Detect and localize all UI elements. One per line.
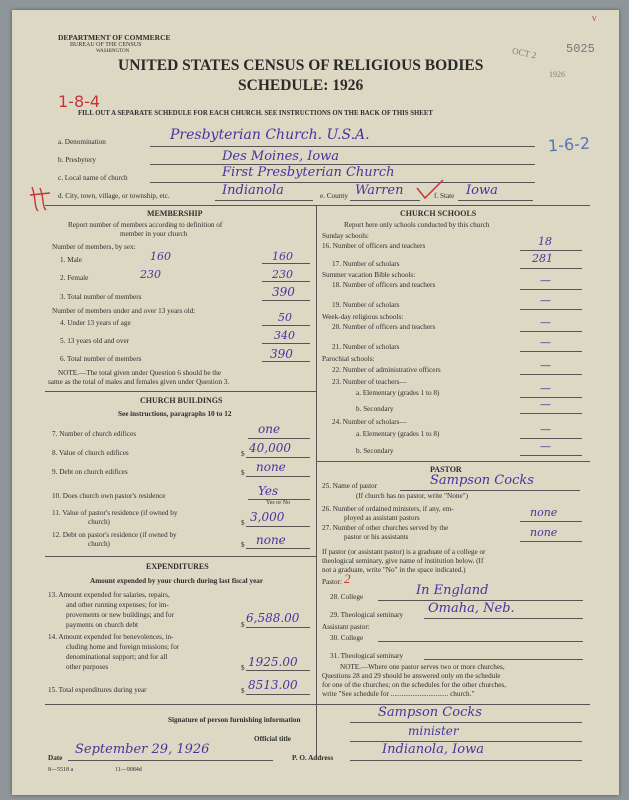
q19-label: 19. Number of scholars [332, 301, 400, 309]
q29-value[interactable]: Omaha, Neb. [428, 601, 515, 616]
q24b-label: b. Secondary [356, 447, 394, 455]
expenditures-top-rule [45, 556, 316, 557]
official-title-label: Official title [254, 735, 291, 743]
q4-label: 4. Under 13 years of age [60, 319, 131, 327]
bureau-label: BUREAU OF THE CENSUS [70, 42, 142, 48]
age-intro-label: Number of members under and over 13 years old: [52, 307, 196, 315]
q3-line [262, 300, 310, 301]
q21-line [520, 351, 582, 352]
q26-label-2: ployed as assistant pastors [344, 514, 420, 522]
q23-label: 23. Number of teachers— [332, 378, 407, 386]
q8-line [246, 457, 310, 458]
q23a-line [520, 397, 582, 398]
q6-value[interactable]: 390 [270, 347, 293, 361]
buildings-subtitle: See instructions, paragraphs 10 to 12 [118, 410, 232, 418]
city-value[interactable]: Indianola [222, 183, 284, 198]
q22-line [520, 374, 582, 375]
q26-value[interactable]: none [530, 506, 558, 519]
q17-value[interactable]: 281 [532, 252, 553, 265]
q3-value[interactable]: 390 [272, 285, 295, 299]
q4-line [262, 325, 310, 326]
schools-title: CHURCH SCHOOLS [400, 209, 477, 218]
q17-label: 17. Number of scholars [332, 260, 400, 268]
q5-label: 5. 13 years old and over [60, 337, 130, 345]
schedule-year: SCHEDULE: 1926 [238, 77, 364, 94]
q16-label: 16. Number of officers and teachers [322, 242, 426, 250]
q25-value[interactable]: Sampson Cocks [430, 473, 534, 488]
presbytery-value[interactable]: Des Moines, Iowa [222, 149, 340, 164]
q25-line [400, 490, 580, 491]
pastor-top-rule [316, 461, 590, 462]
q5-line [262, 343, 310, 344]
denomination-label: a. Denomination [58, 138, 106, 146]
q9-label: 9. Debt on church edifices [52, 468, 128, 476]
q15-label: 15. Total expenditures during year [48, 686, 147, 694]
q1-label: 1. Male [60, 256, 82, 264]
q1-value[interactable]: 160 [272, 250, 293, 263]
q23b-value[interactable]: — [540, 398, 551, 411]
weekday-schools-label: Week-day religious schools: [322, 313, 404, 321]
q8-value[interactable]: 40,000 [249, 441, 291, 455]
table-top-rule [45, 205, 590, 206]
q16-value[interactable]: 18 [538, 235, 552, 248]
q20-line [520, 331, 582, 332]
local-name-label: c. Local name of church [58, 174, 128, 182]
q12-value[interactable]: none [256, 533, 286, 547]
grad-note-2: theological seminary, give name of institution below. (If [322, 557, 484, 565]
q12-dollar: $ [241, 541, 245, 549]
membership-note-2: same as the total of males and females given under Question 3. [48, 378, 230, 386]
q23a-label: a. Elementary (grades 1 to 8) [356, 389, 440, 397]
signature-label: Signature of person furnishing information [168, 716, 301, 724]
pastor-title: PASTOR [430, 465, 462, 474]
q12-label-1: 12. Debt on pastor's residence (if owned by [52, 531, 177, 539]
q2-value[interactable]: 230 [272, 268, 293, 281]
denomination-value[interactable]: Presbyterian Church. U.S.A. [170, 127, 370, 143]
city-label: WASHINGTON [96, 49, 130, 54]
q9-dollar: $ [241, 469, 245, 477]
q22-label: 22. Number of administrative officers [332, 366, 441, 374]
official-title-value[interactable]: minister [408, 724, 459, 738]
assistant-pastor-subhead: Assistant pastor: [322, 623, 370, 631]
date-label: Date [48, 754, 63, 762]
q13-line-1: 13. Amount expended for salaries, repairs, [48, 591, 170, 599]
pastor-note-1: NOTE.—Where one pastor serves two or more churches, [340, 663, 505, 671]
q11-value[interactable]: 3,000 [250, 510, 285, 524]
q17-line [520, 268, 582, 269]
q15-dollar: $ [241, 687, 245, 695]
q8-dollar: $ [241, 450, 245, 458]
signature-line [350, 722, 582, 723]
q6-line [262, 361, 310, 362]
date-line [68, 760, 273, 761]
q1-value-left[interactable]: 160 [150, 250, 171, 263]
q4-value[interactable]: 50 [278, 311, 292, 324]
q8-label: 8. Value of church edifices [52, 449, 129, 457]
q30-line [378, 641, 583, 642]
q13-line [246, 627, 310, 628]
signature-value[interactable]: Sampson Cocks [378, 705, 482, 720]
po-address-value[interactable]: Indianola, Iowa [382, 742, 484, 757]
buildings-top-rule [45, 391, 316, 392]
q13-value[interactable]: 6,588.00 [246, 611, 300, 625]
form-title: UNITED STATES CENSUS OF RELIGIOUS BODIES [118, 57, 484, 74]
q14-line-2: cluding home and foreign missions; for [66, 643, 180, 651]
q26-label-1: 26. Number of ordained ministers, if any, em- [322, 505, 454, 513]
pastor-red-mark: 2 [344, 571, 351, 586]
county-line [350, 200, 420, 201]
q21-value[interactable]: — [540, 336, 551, 349]
separate-schedule-note: FILL OUT A SEPARATE SCHEDULE FOR EACH CHURCH. SEE INSTRUCTIONS ON THE BACK OF THIS SHEET [78, 110, 433, 117]
membership-title: MEMBERSHIP [147, 209, 203, 218]
city-line [215, 200, 313, 201]
q23a-value[interactable]: — [540, 382, 551, 395]
form-number: 8—5518 a [48, 767, 74, 773]
po-address-label: P. O. Address [292, 754, 334, 762]
stamp-number: 5025 [566, 42, 595, 56]
q14-line-1: 14. Amount expended for benevolences, in- [48, 633, 174, 641]
q21-label: 21. Number of scholars [332, 343, 400, 351]
q19-value[interactable]: — [540, 294, 551, 307]
expenditures-intro: Amount expended by your church during last fiscal year [90, 577, 264, 585]
q28-value[interactable]: In England [416, 583, 489, 598]
grad-note-3: not a graduate, write "No" in the space indicated.) [322, 566, 466, 574]
q24a-value[interactable]: — [540, 423, 551, 436]
q9-line [246, 476, 310, 477]
buildings-title: CHURCH BUILDINGS [140, 396, 223, 405]
q28-label: 28. College [330, 593, 364, 601]
side-code: 1-6-2 [547, 133, 591, 156]
q18-line [520, 289, 582, 290]
q12-line [246, 548, 310, 549]
q20-label: 20. Number of officers and teachers [332, 323, 436, 331]
q10-label: 10. Does church own pastor's residence [52, 492, 166, 500]
q14-dollar: $ [241, 664, 245, 672]
q26-line [520, 521, 582, 522]
q7-label: 7. Number of church edifices [52, 430, 137, 438]
q10-hint: Yes or No [266, 500, 291, 506]
pastor-subhead: Pastor: [322, 578, 342, 586]
q31-line [424, 659, 583, 660]
print-number: 11—9084d [115, 767, 142, 773]
sunday-schools-label: Sunday schools: [322, 232, 369, 240]
q1-line [262, 263, 310, 264]
pastor-note-3: for one of the churches; on the schedules for the other churches, [322, 681, 507, 689]
q23b-label: b. Secondary [356, 405, 394, 413]
county-value[interactable]: Warren [355, 183, 404, 198]
column-divider [316, 205, 317, 758]
q24b-line [520, 455, 582, 456]
q3-label: 3. Total number of members [60, 293, 142, 301]
state-value[interactable]: Iowa [466, 183, 498, 198]
red-check-mark [415, 178, 445, 200]
q14-line-3: denominational support; and for all [66, 653, 168, 661]
q2-line [262, 281, 310, 282]
q11-label-2: church) [88, 518, 110, 526]
q11-line [246, 526, 310, 527]
membership-intro-2: member in your church [120, 230, 188, 238]
q24b-value[interactable]: — [540, 440, 551, 453]
q18-label: 18. Number of officers and teachers [332, 281, 436, 289]
stamp-date: OCT 2 [511, 45, 538, 61]
q24-label: 24. Number of scholars— [332, 418, 407, 426]
members-by-sex-label: Number of members, by sex: [52, 243, 136, 251]
county-label: e. County [320, 192, 348, 200]
q2-label: 2. Female [60, 274, 89, 282]
q27-line [520, 541, 582, 542]
local-name-value[interactable]: First Presbyterian Church [222, 165, 395, 180]
q9-value[interactable]: none [256, 460, 286, 474]
po-address-line [350, 760, 582, 761]
city-label-field: d. City, town, village, or township, etc. [58, 192, 170, 200]
q15-line [246, 694, 310, 695]
q11-dollar: $ [241, 519, 245, 527]
q14-value[interactable]: 1925.00 [248, 655, 298, 669]
parochial-schools-label: Parochial schools: [322, 355, 375, 363]
red-margin-mark [28, 185, 54, 213]
q2-value-left[interactable]: 230 [140, 268, 161, 281]
q24a-label: a. Elementary (grades 1 to 8) [356, 430, 440, 438]
pastor-note-4: write "See schedule for ................................ church." [322, 690, 475, 698]
q16-line [520, 250, 582, 251]
q14-line [246, 670, 310, 671]
dept-label: DEPARTMENT OF COMMERCE [58, 33, 171, 42]
membership-intro-1: Report number of members according to definition of [68, 221, 223, 229]
q25-label: 25. Name of pastor [322, 482, 378, 490]
membership-note-1: NOTE.—The total given under Question 6 should be the [58, 369, 222, 377]
q12-label-2: church) [88, 540, 110, 548]
expenditures-title: EXPENDITURES [146, 562, 209, 571]
q13-dollar: $ [241, 621, 245, 629]
pencil-code: 1-8-4 [58, 92, 101, 111]
q19-line [520, 309, 582, 310]
q30-label: 30. College [330, 634, 364, 642]
q29-line [424, 618, 583, 619]
q6-label: 6. Total number of members [60, 355, 142, 363]
q23b-line [520, 413, 582, 414]
schools-intro: Report here only schools conducted by this church [344, 221, 490, 229]
check-mark: v [592, 13, 597, 23]
state-line [458, 200, 533, 201]
q31-label: 31. Theological seminary [330, 652, 404, 660]
q24a-line [520, 438, 582, 439]
grad-note-1: If pastor (or assistant pastor) is a graduate of a college or [322, 548, 486, 556]
q11-label-1: 11. Value of pastor's residence (if owned by [52, 509, 178, 517]
q27-label-1: 27. Number of other churches served by the [322, 524, 449, 532]
q18-value[interactable]: — [540, 274, 551, 287]
q5-value[interactable]: 340 [274, 329, 295, 342]
q14-line-4: other purposes [66, 663, 109, 671]
q27-label-2: pastor or his assistants [344, 533, 409, 541]
q7-line [248, 438, 310, 439]
stamp-year: 1926 [549, 70, 565, 79]
q13-line-3: provements or new buildings; and for [66, 611, 174, 619]
q15-value[interactable]: 8513.00 [248, 678, 298, 692]
q7-value[interactable]: one [258, 422, 281, 436]
summer-schools-label: Summer vacation Bible schools: [322, 271, 416, 279]
presbytery-label: b. Presbytery [58, 156, 96, 164]
date-value[interactable]: September 29, 1926 [75, 742, 210, 757]
q22-value[interactable]: — [540, 359, 551, 372]
q20-value[interactable]: — [540, 316, 551, 329]
q10-value[interactable]: Yes [258, 484, 279, 498]
q27-value[interactable]: none [530, 526, 558, 539]
footer-top-rule [45, 704, 590, 705]
denomination-line [150, 146, 535, 147]
q25-note: (If church has no pastor, write "None") [356, 492, 468, 500]
q13-line-4: payments on church debt [66, 621, 139, 629]
pastor-note-2: Questions 28 and 29 should be answered only on the schedule [322, 672, 501, 680]
state-label: f. State [434, 192, 455, 200]
q29-label: 29. Theological seminary [330, 611, 404, 619]
q13-line-2: and other running expenses; for im- [66, 601, 169, 609]
